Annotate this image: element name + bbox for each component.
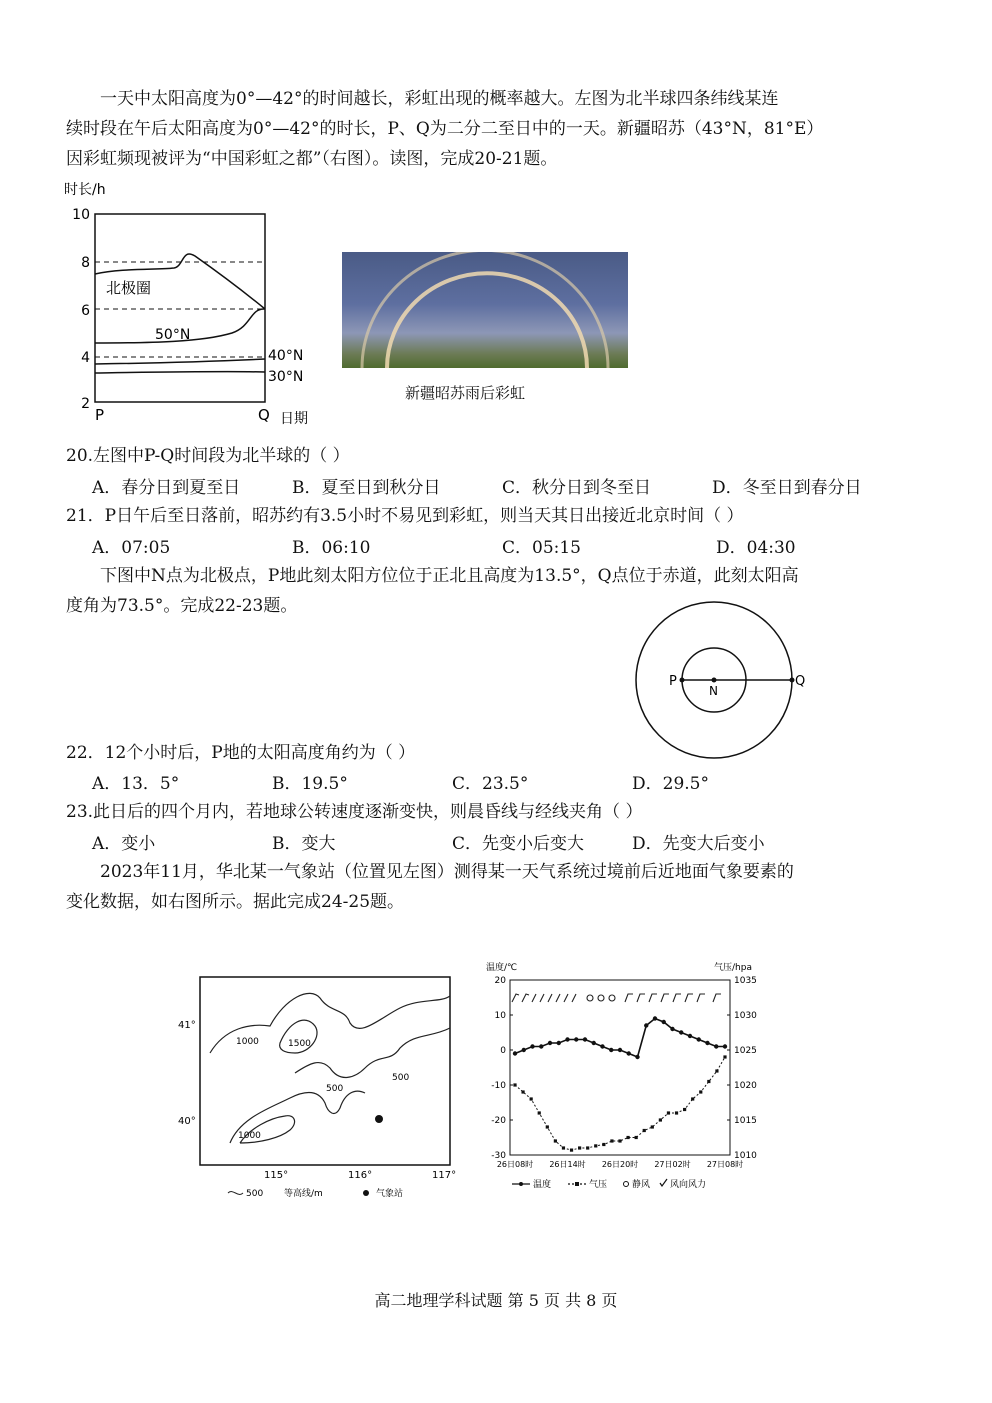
photo-caption: 新疆昭苏雨后彩虹 <box>405 384 526 402</box>
legend-pressure-label: 气压 <box>589 1180 608 1190</box>
pressure-point-23 <box>699 1090 702 1093</box>
xtick-q: Q <box>258 406 270 424</box>
xtick-4: 27日08时 <box>706 1160 744 1169</box>
temperature-point-6 <box>565 1037 569 1041</box>
lon-label-115: 115° <box>264 1170 289 1181</box>
ytick-left-5: -30 <box>491 1151 506 1161</box>
intro3-line-2: 变化数据，如右图所示。据此完成24-25题。 <box>66 892 405 912</box>
contour-label-1000-b: 1000 <box>238 1131 261 1141</box>
ytick-10: 10 <box>72 207 90 223</box>
ytick-6: 6 <box>81 303 90 319</box>
pressure-point-12 <box>610 1139 613 1142</box>
legend-station-icon <box>363 1190 369 1196</box>
xtick-1: 26日14时 <box>549 1160 586 1169</box>
calm-symbol-2 <box>598 995 604 1001</box>
ytick-left-1: 10 <box>494 1011 506 1021</box>
pressure-point-10 <box>594 1144 597 1147</box>
q20-option-d[interactable]: D．冬至日到春分日 <box>712 478 862 498</box>
pressure-point-11 <box>602 1143 605 1146</box>
temperature-point-0 <box>513 1051 517 1055</box>
contour-label-1500: 1500 <box>288 1039 311 1049</box>
pressure-point-14 <box>626 1136 629 1139</box>
temperature-point-11 <box>609 1048 613 1052</box>
intro2-line-2: 度角为73.5°。完成22-23题。 <box>66 596 298 616</box>
rainbow-photo <box>342 252 628 368</box>
pressure-point-1 <box>521 1090 524 1093</box>
q21-option-c[interactable]: C．05:15 <box>502 538 581 558</box>
q22-option-b[interactable]: B．19.5° <box>272 774 348 794</box>
wind-barbs-late <box>625 994 721 1002</box>
temperature-point-22 <box>705 1041 709 1045</box>
temperature-point-7 <box>574 1037 578 1041</box>
pressure-point-9 <box>586 1146 589 1149</box>
q23-stem: 23.此日后的四个月内，若地球公转速度逐渐变快，则晨昏线与经线夹角（ ） <box>66 802 643 822</box>
xtick-0: 26日08时 <box>496 1160 534 1169</box>
ytick-left-2: 0 <box>500 1046 506 1056</box>
duration-chart-ylabel: 时长/h <box>64 182 106 198</box>
polar-diagram <box>628 600 818 760</box>
xtick-3: 27日02时 <box>654 1160 691 1169</box>
temperature-point-21 <box>697 1037 701 1041</box>
ytick-left-0: 20 <box>494 976 506 986</box>
intro-line-1: 一天中太阳高度为0°—42°的时间越长，彩虹出现的概率越大。左图为北半球四条纬线某连 <box>100 89 779 109</box>
weather-ylabel-right: 气压/hpa <box>714 963 752 973</box>
q23-option-c[interactable]: C．先变小后变大 <box>452 834 585 854</box>
ytick-right-3: 1020 <box>734 1081 757 1091</box>
label-arctic-circle: 北极圈 <box>106 279 152 297</box>
temperature-point-1 <box>522 1048 526 1052</box>
q22-option-c[interactable]: C．23.5° <box>452 774 529 794</box>
ytick-right-4: 1015 <box>734 1116 757 1126</box>
temperature-point-8 <box>583 1037 587 1041</box>
q22-stem: 22．12个小时后，P地的太阳高度角约为（ ） <box>66 743 416 763</box>
contour-map <box>170 968 460 1208</box>
temperature-point-2 <box>530 1044 534 1048</box>
weather-plot-frame <box>510 980 730 1155</box>
pressure-point-19 <box>667 1111 670 1114</box>
legend-temp-label: 温度 <box>533 1180 552 1190</box>
calm-symbol-3 <box>609 995 615 1001</box>
ytick-right-2: 1025 <box>734 1046 757 1056</box>
temperature-point-18 <box>670 1027 674 1031</box>
ytick-8: 8 <box>81 255 90 271</box>
pressure-point-22 <box>691 1097 694 1100</box>
legend-calm-label: 静风 <box>632 1180 651 1190</box>
ytick-right-0: 1035 <box>734 976 757 986</box>
label-n: N <box>709 684 718 698</box>
legend-contour-value: 500 <box>246 1189 264 1199</box>
pressure-point-0 <box>513 1083 516 1086</box>
temperature-point-5 <box>557 1041 561 1045</box>
point-n <box>712 678 717 683</box>
intro2-line-1: 下图中N点为北极点，P地此刻太阳方位位于正北且高度为13.5°，Q点位于赤道，此刻太阳高 <box>100 566 799 586</box>
pressure-point-8 <box>578 1146 581 1149</box>
temperature-point-16 <box>653 1016 657 1020</box>
q21-option-a[interactable]: A．07:05 <box>92 538 171 558</box>
curve-40n <box>95 359 265 364</box>
q21-option-b[interactable]: B．06:10 <box>292 538 371 558</box>
pressure-point-26 <box>723 1055 726 1058</box>
temperature-point-9 <box>592 1041 596 1045</box>
contour-label-1000-a: 1000 <box>236 1037 259 1047</box>
q20-option-c[interactable]: C．秋分日到冬至日 <box>502 478 652 498</box>
q21-option-d[interactable]: D．04:30 <box>716 538 796 558</box>
q23-option-a[interactable]: A．变小 <box>92 834 156 854</box>
contour-500-east <box>295 1028 450 1077</box>
label-q: Q <box>795 674 806 689</box>
temperature-point-10 <box>600 1044 604 1048</box>
q20-option-b[interactable]: B．夏至日到秋分日 <box>292 478 441 498</box>
temperature-point-24 <box>723 1044 727 1048</box>
label-50n: 50°N <box>155 327 191 343</box>
wind-symbols <box>512 994 721 1002</box>
lat-label-40: 40° <box>178 1116 196 1127</box>
contour-label-500-a: 500 <box>326 1084 344 1094</box>
weather-chart <box>470 958 770 1198</box>
legend-contour-label: 等高线/m <box>284 1189 323 1199</box>
ytick-right-1: 1030 <box>734 1011 757 1021</box>
temperature-point-17 <box>662 1020 666 1024</box>
pressure-point-16 <box>643 1129 646 1132</box>
temperature-point-3 <box>539 1044 543 1048</box>
temperature-point-13 <box>627 1051 631 1055</box>
temperature-point-19 <box>679 1030 683 1034</box>
q22-option-d[interactable]: D．29.5° <box>632 774 709 794</box>
ytick-left-4: -20 <box>491 1116 506 1126</box>
xtick-p: P <box>95 406 105 424</box>
pressure-point-3 <box>538 1111 541 1114</box>
temperature-point-15 <box>644 1023 648 1027</box>
weather-station-marker <box>375 1115 383 1123</box>
temperature-point-4 <box>548 1041 552 1045</box>
legend-temp-marker <box>519 1182 523 1186</box>
pressure-point-20 <box>675 1111 678 1114</box>
label-40n: 40°N <box>268 348 304 364</box>
q21-stem: 21．P日午后至日落前，昭苏约有3.5小时不易见到彩虹，则当天其日出接近北京时间（ ） <box>66 506 744 526</box>
point-q <box>790 678 795 683</box>
q20-stem: 20.左图中P-Q时间段为北半球的（ ） <box>66 446 350 466</box>
legend-pressure-marker <box>575 1182 579 1186</box>
temperature-point-12 <box>618 1048 622 1052</box>
pressure-point-5 <box>554 1139 557 1142</box>
legend-wind-icon <box>660 1179 667 1186</box>
temperature-point-23 <box>714 1044 718 1048</box>
temperature-point-14 <box>635 1055 639 1059</box>
q20-option-a[interactable]: A．春分日到夏至日 <box>92 478 241 498</box>
legend-calm-icon <box>624 1182 629 1187</box>
legend-station-label: 气象站 <box>376 1189 404 1199</box>
ytick-right-5: 1010 <box>734 1151 757 1161</box>
calm-symbol-1 <box>587 995 593 1001</box>
intro-line-3: 因彩虹频现被评为“中国彩虹之都”（右图）。读图，完成20-21题。 <box>66 149 558 169</box>
q23-option-d[interactable]: D．先变大后变小 <box>632 834 765 854</box>
label-30n: 30°N <box>268 369 304 385</box>
pressure-point-24 <box>707 1080 710 1083</box>
pressure-point-7 <box>570 1149 573 1152</box>
xtick-2: 26日20时 <box>601 1160 639 1169</box>
wind-barbs-early <box>512 994 576 1002</box>
lon-label-117: 117° <box>432 1170 457 1181</box>
q22-option-a[interactable]: A．13．5° <box>92 774 180 794</box>
legend-wind-label: 风向风力 <box>670 1180 707 1190</box>
curve-30n <box>95 372 265 373</box>
weather-ylabel-left: 温度/℃ <box>486 963 518 973</box>
pressure-point-15 <box>635 1136 638 1139</box>
rainbow-icon <box>342 252 628 368</box>
intro3-line-1: 2023年11月，华北某一气象站（位置见左图）测得某一天气系统过境前后近地面气象要素的 <box>100 862 794 882</box>
pressure-point-6 <box>562 1146 565 1149</box>
series-pressure-line <box>515 1057 725 1150</box>
page-footer: 高二地理学科试题 第 5 页 共 8 页 <box>374 1291 618 1310</box>
pressure-point-21 <box>683 1108 686 1111</box>
contour-label-500-b: 500 <box>392 1073 410 1083</box>
intro-line-2: 续时段在午后太阳高度为0°—42°的时长，P、Q为二分二至日中的一天。新疆昭苏（43°N，81°E） <box>66 119 824 139</box>
lat-label-41: 41° <box>178 1020 196 1031</box>
pressure-point-18 <box>659 1118 662 1121</box>
duration-chart-frame <box>95 214 265 402</box>
ytick-2: 2 <box>81 396 90 412</box>
pressure-point-4 <box>546 1125 549 1128</box>
pressure-point-13 <box>618 1139 621 1142</box>
duration-chart <box>62 178 322 430</box>
point-p <box>680 678 685 683</box>
q23-option-b[interactable]: B．变大 <box>272 834 336 854</box>
temperature-point-20 <box>688 1034 692 1038</box>
pressure-point-17 <box>651 1125 654 1128</box>
pressure-point-2 <box>530 1097 533 1100</box>
legend-contour-icon <box>228 1192 243 1195</box>
lon-label-116: 116° <box>348 1170 373 1181</box>
duration-chart-xlabel: 日期 <box>280 411 308 427</box>
ytick-left-3: -10 <box>491 1081 506 1091</box>
ytick-4: 4 <box>81 350 90 366</box>
label-p: P <box>669 674 677 689</box>
pressure-point-25 <box>715 1069 718 1072</box>
